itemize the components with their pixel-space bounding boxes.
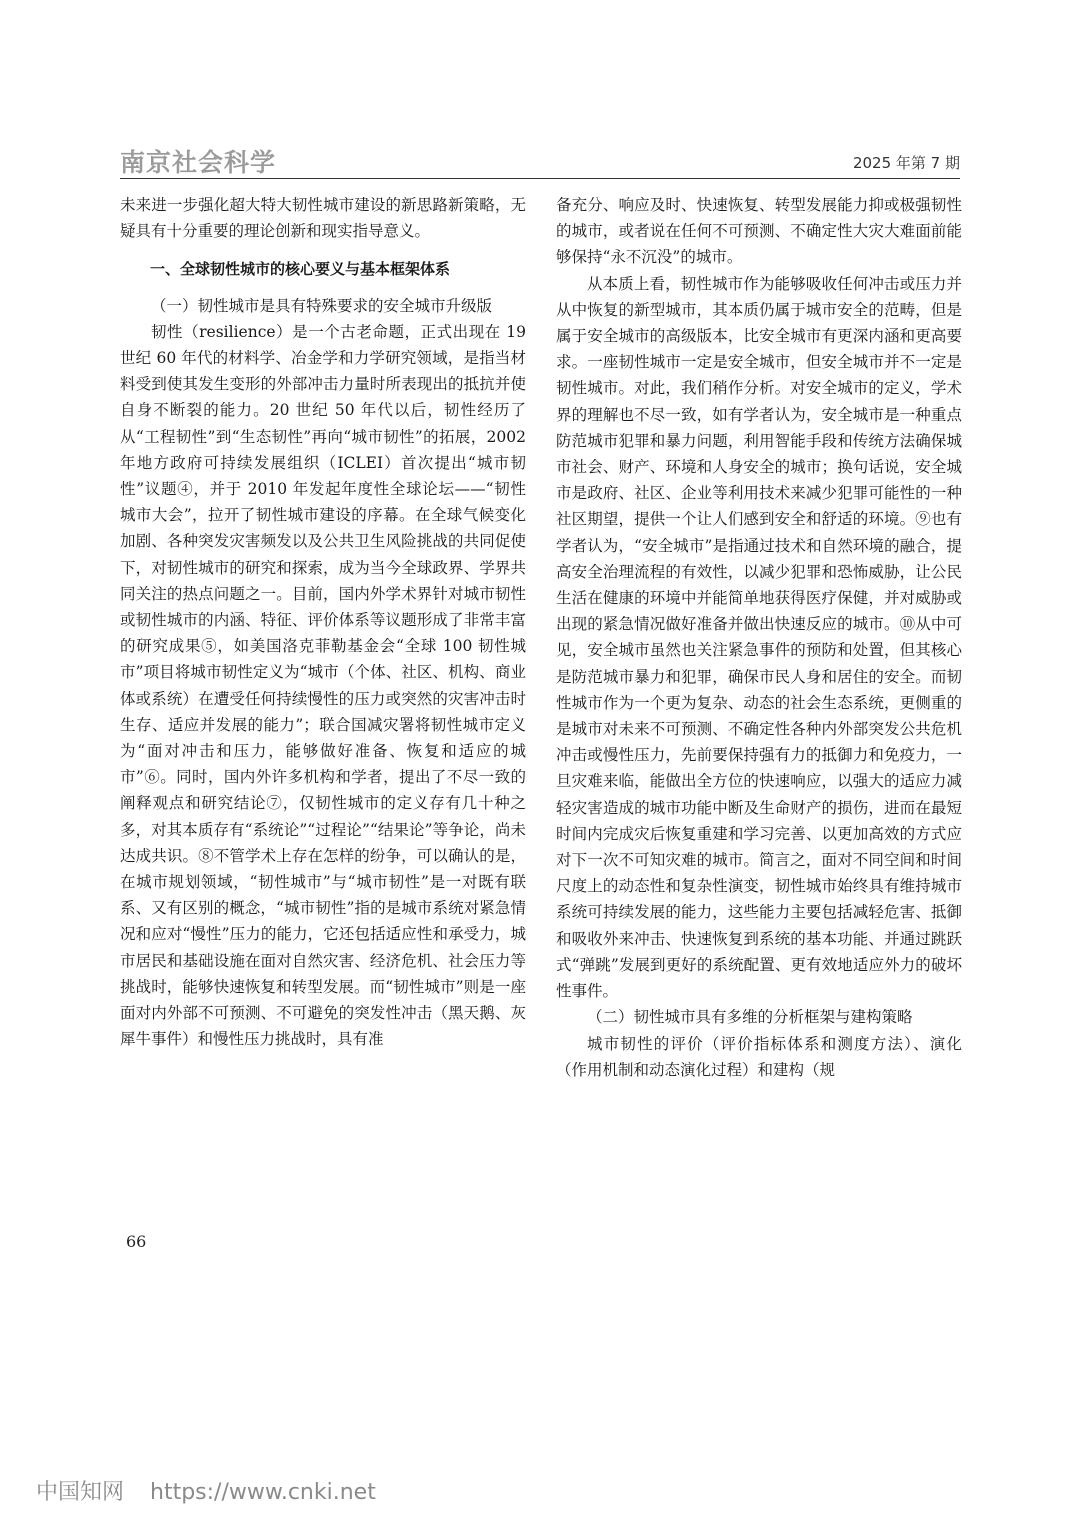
right-column (556, 192, 962, 1083)
journal-title: 南京社会科学 (120, 148, 277, 177)
paragraph-2: 从本质上看，韧性城市作为能够吸收任何冲击或压力并从中恢复的新型城市，其本质仍属于城市安全的范畴，但是属于安全城市的高级版本，比安全城市有更深内涵和更高要求。一座韧性城市一定是安全城市，但安全城市并不一定是韧性城市。对此，我们稍作分析。对安全城市的定义，学术界的理解也不尽一致，如有学者认为，安全城市是一种重点防范城市犯罪和暴力问题，利用智能手段和传统方法确保城市社会、财产、环境和人身安全的城市；换句话说，安全城市是政府、社区、企业等利用技术来减少犯罪可能性的一种社区期望，提供一个让人们感到安全和舒适的环境。⑨也有学者认为，“安全城市”是指通过技术和自然环境的融合，提高安全治理流程的有效性，以减少犯罪和恐怖威胁，让公民生活在健康的环境中并能简单地获得医疗保健，并对威胁或出现的紧急情况做好准备并做出快速反应的城市。⑩从中可见，安全城市虽然也关注紧急事件的预防和处置，但其核心是防范城市暴力和犯罪，确保市民人身和居住的安全。而韧性城市作为一个更为复杂、动态的社会生态系统，更侧重的是城市对未来不可预测、不确定性各种内外部突发公共危机冲击或慢性压力，先前要保持强有力的抵御力和免疫力，一旦灾难来临，能做出全方位的快速响应，以强大的适应力减轻灾害造成的城市功能中断及生命财产的损伤，进而在最短时间内完成灾后恢复重建和学习完善、以更加高效的方式应对下一次不可知灾难的城市。简言之，面对不同空间和时间尺度上的动态性和复杂性演变，韧性城市始终具有维持城市系统可持续发展的能力，这些能力主要包括减轻危害、抵御和吸收外来冲击、快速恢复到系统的基本功能、并通过跳跃式“弹跳”发展到更好的系统配置、更有效地适应外力的破坏性事件。 (556, 274, 962, 1001)
section-heading: 一、全球韧性城市的核心要义与基本框架体系 (150, 260, 451, 279)
subheading-1: （一）韧性城市是具有特殊要求的安全城市升级版 (151, 296, 493, 315)
header-rule (120, 178, 960, 179)
paragraph-intro: 未来进一步强化超大特大韧性城市建设的新思路新策略，无疑具有十分重要的理论创新和现实指导意义。 (120, 196, 526, 241)
left-column (120, 192, 526, 1053)
footer-site-name: 中国知网 (36, 1480, 125, 1505)
footer-url[interactable]: https://www.cnki.net (150, 1480, 376, 1505)
paragraph-continued: 备充分、响应及时、快速恢复、转型发展能力抑或极强韧性的城市，或者说在任何不可预测、不确定性大灾大难面前能够保持“永不沉没”的城市。 (556, 196, 962, 267)
subheading-2: （二）韧性城市具有多维的分析框架与建构策略 (587, 1008, 913, 1027)
issue-label: 2025 年第 7 期 (852, 154, 960, 172)
page-number: 66 (126, 1232, 147, 1251)
paragraph-1: 韧性（resilience）是一个古老命题，正式出现在 19 世纪 60 年代的材料学、冶金学和力学研究领域，是指当材料受到使其发生变形的外部冲击力量时所表现出的抵抗并使自身不断裂的能力。20 世纪 50 年代以后，韧性经历了从“工程韧性”到“生态韧性”再向“城市韧性”的拓展，2002 年地方政府可持续发展组织（ICLEI）首次提出“城市韧性”议题④，并于 2010 年发起年度性全球论坛——“韧性城市大会”，拉开了韧性城市建设的序幕。在全球气候变化加剧、各种突发灾害频发以及公共卫生风险挑战的共同促使下，对韧性城市的研究和探索，成为当今全球政界、学界共同关注的热点问题之一。目前，国内外学术界针对城市韧性或韧性城市的内涵、特征、评价体系等议题形成了非常丰富的研究成果⑤，如美国洛克菲勒基金会“全球 100 韧性城市”项目将城市韧性定义为“城市（个体、社区、机构、商业体或系统）在遭受任何持续慢性的压力或突然的灾害冲击时生存、适应并发展的能力”；联合国减灾署将韧性城市定义为“面对冲击和压力，能够做好准备、恢复和适应的城市”⑥。同时，国内外许多机构和学者，提出了不尽一致的阐释观点和研究结论⑦，仅韧性城市的定义存有几十种之多，对其本质存有“系统论”“过程论”“结果论”等争论，尚未达成共识。⑧不管学术上存在怎样的纷争，可以确认的是，在城市规划领域，“韧性城市”与“城市韧性”是一对既有联系、又有区别的概念，“城市韧性”指的是城市系统对紧急情况和应对“慢性”压力的能力，它还包括适应性和承受力，城市居民和基础设施在面对自然灾害、经济危机、社会压力等挑战时，能够快速恢复和转型发展。而“韧性城市”则是一座面对内外部不可预测、不可避免的突发性冲击（黑天鹅、灰犀牛事件）和慢性压力挑战时，具有准 (120, 322, 526, 1049)
paragraph-3: 城市韧性的评价（评价指标体系和测度方法）、演化（作用机制和动态演化过程）和建构（规 (556, 1034, 962, 1079)
footer-watermark (36, 1475, 376, 1506)
